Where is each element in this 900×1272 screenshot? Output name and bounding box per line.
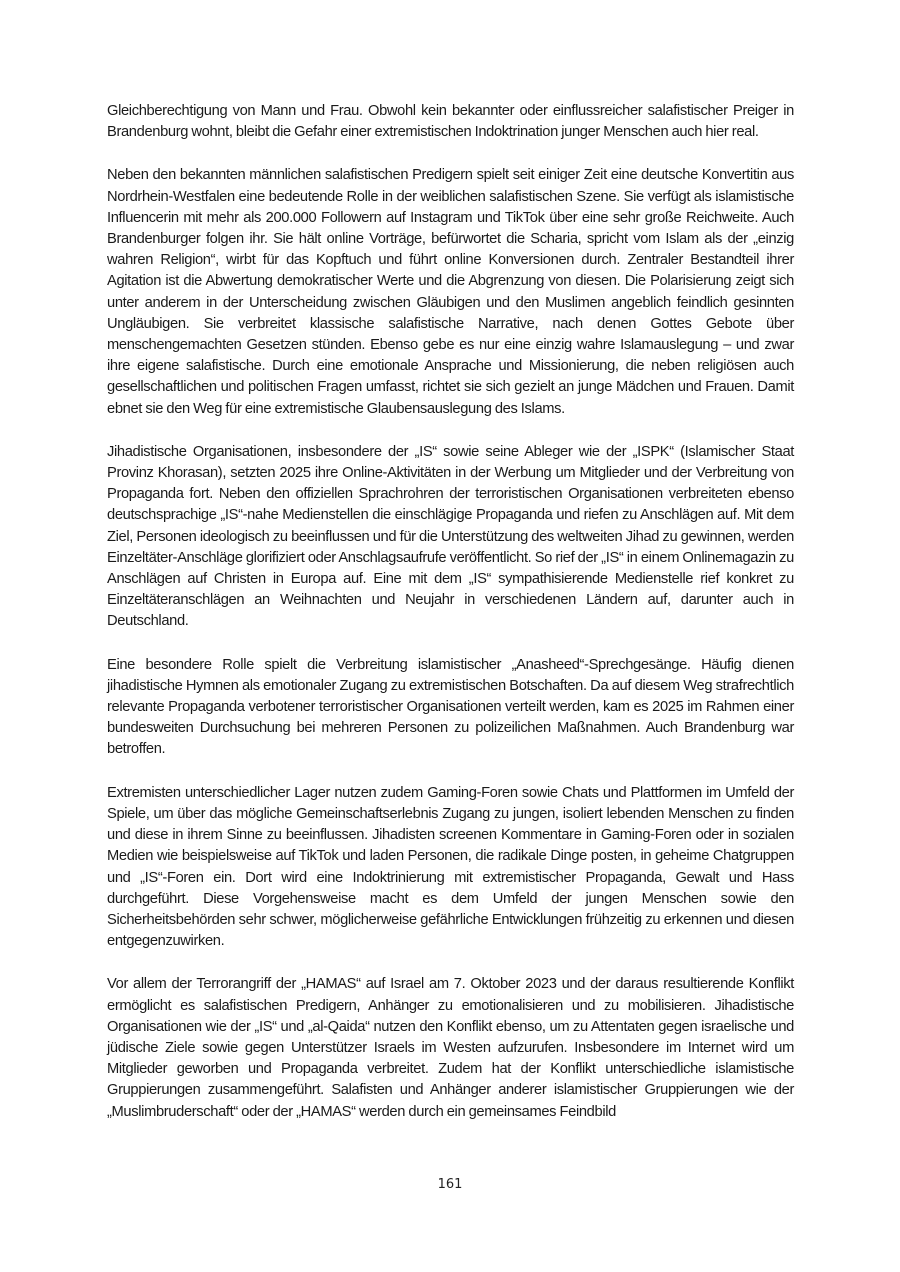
body-text bbox=[107, 101, 794, 1145]
paragraph-6: Vor allem der Terrorangriff der „HAMAS“ auf Israel am 7. Oktober 2023 und der daraus resultierende Konflikt ermöglicht es salafistischen Predigern, Anhänger zu emotionalisieren und zu mobilisieren. Jihadistische Organisationen wie der „IS“ und „al-Qaida“ nutzen den Konflikt ebenso, um zu Attentaten gegen israelische und jüdische Ziele sowie gegen Unterstützer Israels im Westen aufzurufen. Insbesondere im Internet wird um Mitglieder geworben und Propaganda verbreitet. Zudem hat der Konflikt unterschiedliche islamistische Gruppierungen zusammengeführt. Salafisten und Anhänger anderer islamistischer Gruppierungen wie der „Muslimbruderschaft“ oder der „HAMAS“ werden durch ein gemeinsames Feindbild bbox=[107, 976, 794, 1120]
paragraph-1: Gleichberechtigung von Mann und Frau. Obwohl kein bekannter oder einflussreicher salafistischer Preiger in Brandenburg wohnt, bleibt die Gefahr einer extremistischen Indoktrination junger Menschen auch hier real. bbox=[107, 103, 794, 141]
paragraph-5: Extremisten unterschiedlicher Lager nutzen zudem Gaming-Foren sowie Chats und Plattformen im Umfeld der Spiele, um über das mögliche Gemeinschaftserlebnis Zugang zu jungen, isoliert lebenden Menschen zu finden und diese in ihrem Sinne zu beeinflussen. Jihadisten screenen Kommentare in Gaming-Foren oder in sozialen Medien wie beispielsweise auf TikTok und laden Personen, die radikale Dinge posten, in geheime Chatgruppen und „IS“-Foren ein. Dort wird eine Indoktrinierung mit extremistischer Propaganda, Gewalt und Hass durchgeführt. Diese Vorgehensweise macht es dem Umfeld der jungen Menschen sowie den Sicherheitsbehörden sehr schwer, möglicherweise gefährliche Entwicklungen frühzeitig zu erkennen und diesen entgegenzuwirken. bbox=[107, 784, 794, 950]
paragraph-4: Eine besondere Rolle spielt die Verbreitung islamistischer „Anasheed“-Sprechgesänge. Häufig dienen jihadistische Hymnen als emotionaler Zugang zu extremistischen Botschaften. Da auf diesem Weg strafrechtlich relevante Propaganda verbotener terroristischer Organisationen verteilt werden, kam es 2025 im Rahmen einer bundesweiten Durchsuchung bei mehreren Personen zu polizeilichen Maßnahmen. Auch Brandenburg war betroffen. bbox=[107, 656, 794, 758]
page-number: 161 bbox=[437, 1177, 463, 1192]
paragraph-2: Neben den bekannten männlichen salafistischen Predigern spielt seit einiger Zeit eine deutsche Konvertitin aus Nordrhein-Westfalen eine bedeutende Rolle in der weiblichen salafistischen Szene. Sie verfügt als islamistische Influencerin mit mehr als 200.000 Followern auf Instagram und TikTok über eine sehr große Reichweite. Auch Brandenburger folgen ihr. Sie hält online Vorträge, befürwortet die Scharia, spricht vom Islam als der „einzig wahren Religion“, wirbt für das Kopftuch und führt online Konversionen durch. Zentraler Bestandteil ihrer Agitation ist die Abwertung demokratischer Werte und die Abgrenzung von diesen. Die Polarisierung zeigt sich unter anderem in der Unterscheidung zwischen Gläubigen und den Muslimen angeblich feindlich gesinnten Ungläubigen. Sie verbreitet klassische salafistische Narrative, nach denen Gottes Gebote über menschengemachten Gesetzen stünden. Ebenso gebe es nur eine einzig wahre Islamauslegung – und zwar ihre eigene salafistische. Durch eine emotionale Ansprache und Missionierung, die neben religiösen auch gesellschaftlichen und politischen Fragen umfasst, richtet sie sich gezielt an junge Mädchen und Frauen. Damit ebnet sie den Weg für eine extremistische Glaubensauslegung des Islams. bbox=[107, 167, 794, 417]
paragraph-3: Jihadistische Organisationen, insbesondere der „IS“ sowie seine Ableger wie der „ISPK“ (Islamischer Staat Provinz Khorasan), setzten 2025 ihre Online-Aktivitäten in der Werbung um Mitglieder und der Verbreitung von Propaganda fort. Neben den offiziellen Sprachrohren der terroristischen Organisationen verbreiteten ebenso deutschsprachige „IS“-nahe Medienstellen die einschlägige Propaganda und riefen zu Anschlägen auf. Mit dem Ziel, Personen ideologisch zu beeinflussen und für die Unterstützung des weltweiten Jihad zu gewinnen, werden Einzeltäter-Anschläge glorifiziert oder Anschlagsaufrufe veröffentlicht. So rief der „IS“ in einem Onlinemagazin zu Anschlägen auf Christen in Europa auf. Eine mit dem „IS“ sympathisierende Medienstelle rief konkret zu Einzeltäteranschlägen an Weihnachten und Neujahr in verschiedenen Ländern auf, darunter auch in Deutschland. bbox=[107, 443, 794, 630]
